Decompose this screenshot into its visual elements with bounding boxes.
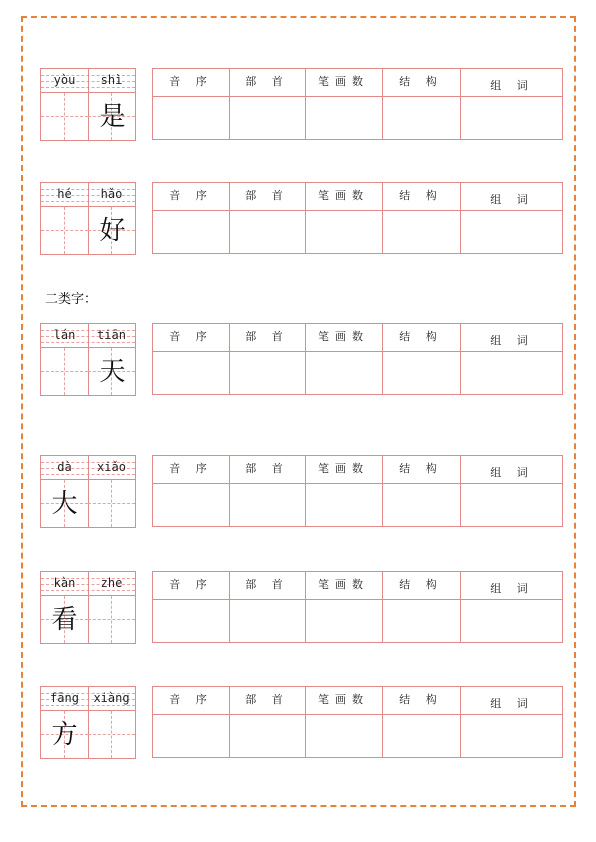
practice-row [0,182,596,258]
answer-cell[interactable] [229,600,305,642]
tianzige-grid [40,323,136,396]
pinyin-right: zhe [100,576,123,590]
hanzi-character: 好 [99,216,126,246]
answer-cell[interactable] [382,484,460,526]
table-header-cell: 音 序 [169,189,213,202]
table-header-cell: 笔画数 [318,75,369,88]
answer-cell[interactable] [460,600,564,642]
tianzige-grid [40,455,136,528]
table-header-cell: 组 词 [490,582,534,595]
answer-cell[interactable] [153,484,229,526]
table-header-cell: 笔画数 [318,462,369,475]
analysis-table [152,686,563,758]
answer-cell[interactable] [229,211,305,253]
tianzige-grid [40,68,136,141]
table-header-cell: 部 首 [245,75,289,88]
grid-guide-horizontal [41,230,88,231]
table-header-cell: 笔画数 [318,578,369,591]
practice-row [0,686,596,762]
answer-cell[interactable] [382,600,460,642]
table-header-cell: 组 词 [490,334,534,347]
table-header-cell: 音 序 [169,75,213,88]
pinyin-right: xiàng [93,691,130,705]
table-header-cell: 笔画数 [318,189,369,202]
hanzi-character: 天 [99,357,126,387]
answer-cell[interactable] [305,211,382,253]
grid-guide-horizontal [41,116,88,117]
answer-cell[interactable] [153,352,229,394]
table-header-cell: 结 构 [399,330,443,343]
practice-row [0,455,596,531]
analysis-table [152,323,563,395]
table-header-cell: 结 构 [399,189,443,202]
table-header-cell: 部 首 [245,462,289,475]
table-header-cell: 笔画数 [318,330,369,343]
table-header-cell: 结 构 [399,578,443,591]
hanzi-character: 方 [51,720,78,750]
answer-cell[interactable] [229,715,305,757]
table-header-cell: 部 首 [245,578,289,591]
answer-cell[interactable] [153,600,229,642]
pinyin-left: kàn [53,576,76,590]
grid-guide-horizontal [41,371,88,372]
tianzige-grid [40,571,136,644]
table-header-cell: 组 词 [490,193,534,206]
table-header-cell: 部 首 [245,330,289,343]
answer-cell[interactable] [460,484,564,526]
answer-cell[interactable] [382,97,460,139]
table-header-cell: 组 词 [490,697,534,710]
pinyin-left: hé [57,187,72,201]
table-header-cell: 组 词 [490,466,534,479]
pinyin-left: yòu [53,73,76,87]
practice-row [0,571,596,647]
hanzi-character: 是 [99,102,126,132]
answer-cell[interactable] [229,97,305,139]
hanzi-character: 看 [51,605,78,635]
table-header-cell: 结 构 [399,693,443,706]
answer-cell[interactable] [460,715,564,757]
tianzige-grid [40,182,136,255]
pinyin-right: xiǎo [97,460,126,474]
answer-cell[interactable] [460,352,564,394]
answer-cell[interactable] [305,352,382,394]
pinyin-left: lán [53,328,76,342]
answer-cell[interactable] [382,715,460,757]
answer-cell[interactable] [305,715,382,757]
analysis-table [152,455,563,527]
table-header-cell: 结 构 [399,462,443,475]
table-header-cell: 音 序 [169,578,213,591]
grid-guide-horizontal [88,619,135,620]
answer-cell[interactable] [153,211,229,253]
answer-cell[interactable] [153,715,229,757]
pinyin-right: shì [100,73,123,87]
answer-cell[interactable] [305,484,382,526]
practice-row [0,323,596,399]
table-header-cell: 笔画数 [318,693,369,706]
analysis-table [152,68,563,140]
grid-guide-horizontal [88,503,135,504]
answer-cell[interactable] [460,211,564,253]
table-header-cell: 音 序 [169,330,213,343]
answer-cell[interactable] [153,97,229,139]
answer-cell[interactable] [229,352,305,394]
practice-row [0,68,596,144]
pinyin-right: tiān [97,328,126,342]
table-header-cell: 组 词 [490,79,534,92]
pinyin-left: dà [57,460,72,474]
answer-cell[interactable] [382,352,460,394]
table-header-cell: 部 首 [245,693,289,706]
analysis-table [152,182,563,254]
pinyin-left: fāng [50,691,79,705]
tianzige-grid [40,686,136,759]
analysis-table [152,571,563,643]
table-header-cell: 音 序 [169,693,213,706]
table-header-cell: 结 构 [399,75,443,88]
section-label-second-type: 二类字： [45,292,98,307]
answer-cell[interactable] [460,97,564,139]
table-header-cell: 音 序 [169,462,213,475]
answer-cell[interactable] [382,211,460,253]
answer-cell[interactable] [229,484,305,526]
grid-guide-horizontal [88,734,135,735]
pinyin-right: hǎo [100,187,123,201]
answer-cell[interactable] [305,97,382,139]
answer-cell[interactable] [305,600,382,642]
table-header-cell: 部 首 [245,189,289,202]
hanzi-character: 大 [51,489,78,519]
